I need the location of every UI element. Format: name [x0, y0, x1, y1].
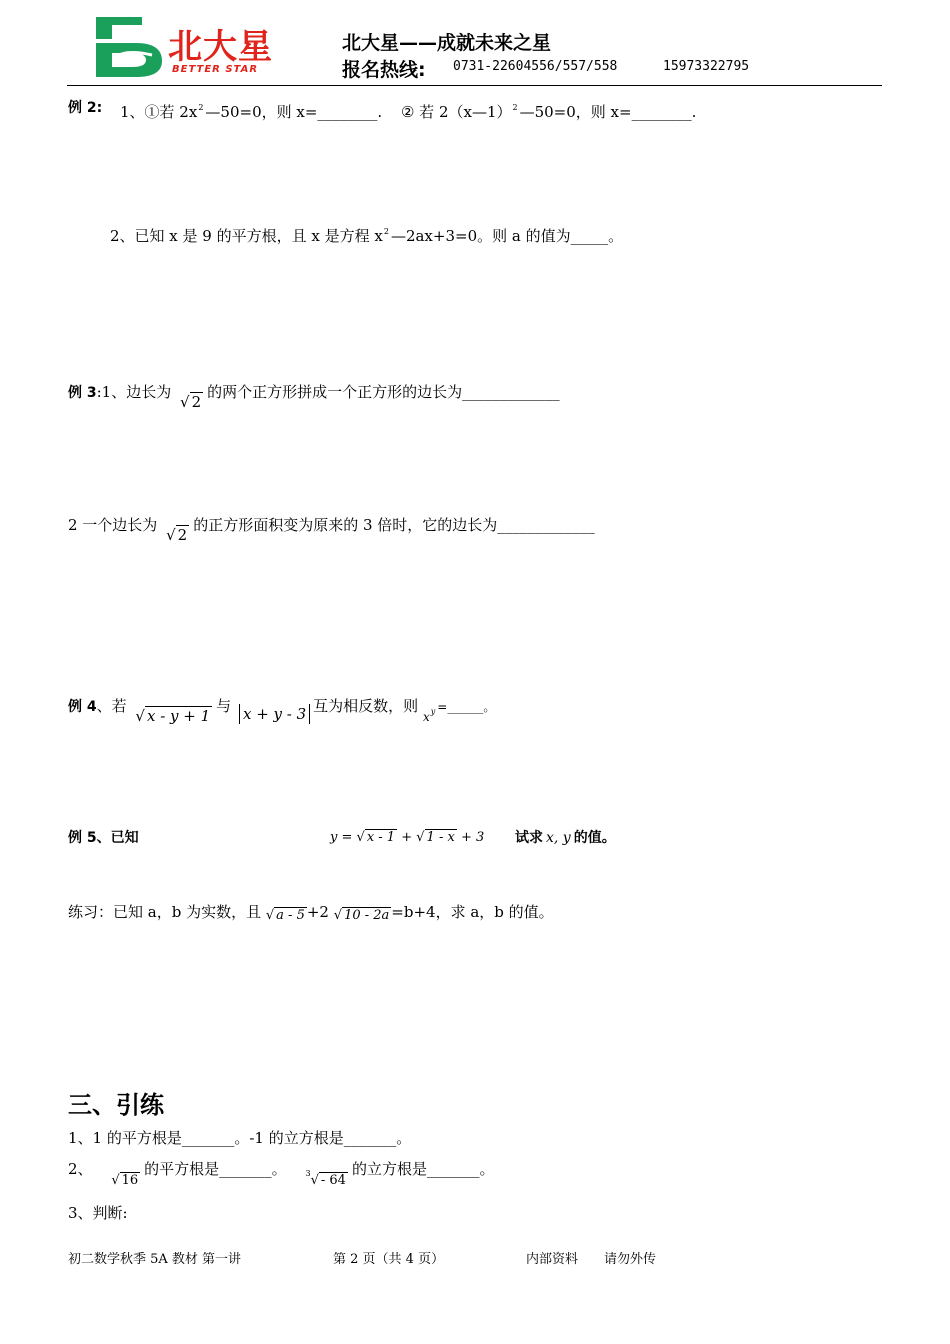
radical-a-minus-5: √ a - 5 — [265, 908, 305, 923]
sqrt-2: √ 2 — [180, 393, 202, 411]
mobile-number: 15973322795 — [663, 59, 750, 74]
example5-label: 例 5、已知 — [68, 830, 139, 846]
example4: 例 4、若 √ x - y + 1与 x + y - 3 互为相反数，则 $x^y$ =______。 — [68, 697, 496, 725]
section3-line2: 2、 √ 16的平方根是_______。 $^3$√ - 64的立方根是_______。 — [68, 1154, 494, 1181]
footer-confidential: 请勿外传 — [604, 1252, 657, 1267]
sqrt-16: √ 16 — [111, 1173, 139, 1188]
example2-q1-part2: ② 若 2（x—1）$^2$ —50=0，则 x=________. — [400, 103, 697, 121]
example2-q1 — [120, 98, 696, 122]
example3-q2: 2 一个边长为 √ 2的正方形面积变为原来的 3 倍时，它的边长为_____________ — [68, 516, 595, 544]
brand-slogan: 北大星——成就未来之星 — [342, 32, 552, 54]
example2-label: 例 2: — [68, 100, 103, 116]
footer-internal: 内部资料 — [526, 1252, 579, 1267]
section3-line3: 3、判断: — [68, 1204, 128, 1222]
radical-x-minus-y-plus-1: √ x - y + 1 — [135, 707, 211, 725]
cube-root-neg-64: $^3$√ - 64 — [305, 1169, 346, 1188]
logo-subtext: BETTER STAR — [172, 64, 259, 75]
example2-q1-part1: 1、①若 $2x^2$ —50=0，则 x=________. — [120, 103, 383, 121]
hotline-label: 报名热线: — [342, 59, 426, 81]
practice: 练习：已知 a，b 为实数，且 √ a - 5 +2 √ 10 - 2a =b+4，求 a，b 的值。 — [68, 902, 554, 924]
hotline-numbers: 0731-22604556/557/558 — [453, 59, 618, 74]
abs-x-plus-y-minus-3: x + y - 3 — [239, 704, 310, 724]
section3-heading: 三、引练 — [68, 1091, 164, 1119]
radical-10-minus-2a: √ 10 - 2a — [333, 908, 390, 923]
example5-ask: 试求 x, y 的值。 — [515, 830, 616, 846]
example5-equation: y = √ x - 1 + √ 1 - x + 3 — [330, 830, 485, 845]
logo-text: 北大星 — [168, 27, 273, 67]
sqrt-2: √ 2 — [166, 526, 188, 544]
section3-line1: 1、1 的平方根是_______。-1 的立方根是_______。 — [68, 1129, 412, 1147]
footer-course: 初二数学秋季 5A 教材 第一讲 — [68, 1252, 242, 1267]
example4-label: 例 4 — [68, 699, 97, 715]
footer-page-number: 第 2 页（共 4 页） — [333, 1252, 445, 1267]
example3-label: 例 3 — [68, 385, 97, 401]
header-rule — [67, 85, 882, 86]
example3-q1: 例 3:1、边长为 √ 2的两个正方形拼成一个正方形的边长为_____________ — [68, 383, 560, 411]
logo-emblem-icon — [96, 17, 166, 77]
logo — [96, 17, 272, 79]
example2-q2: 2、已知 x 是 9 的平方根，且 x 是方程 $x^2$ —2ax+3=0。则 a 的值为_____。 — [110, 227, 624, 245]
power-x-y: $x^y$ — [422, 707, 436, 724]
